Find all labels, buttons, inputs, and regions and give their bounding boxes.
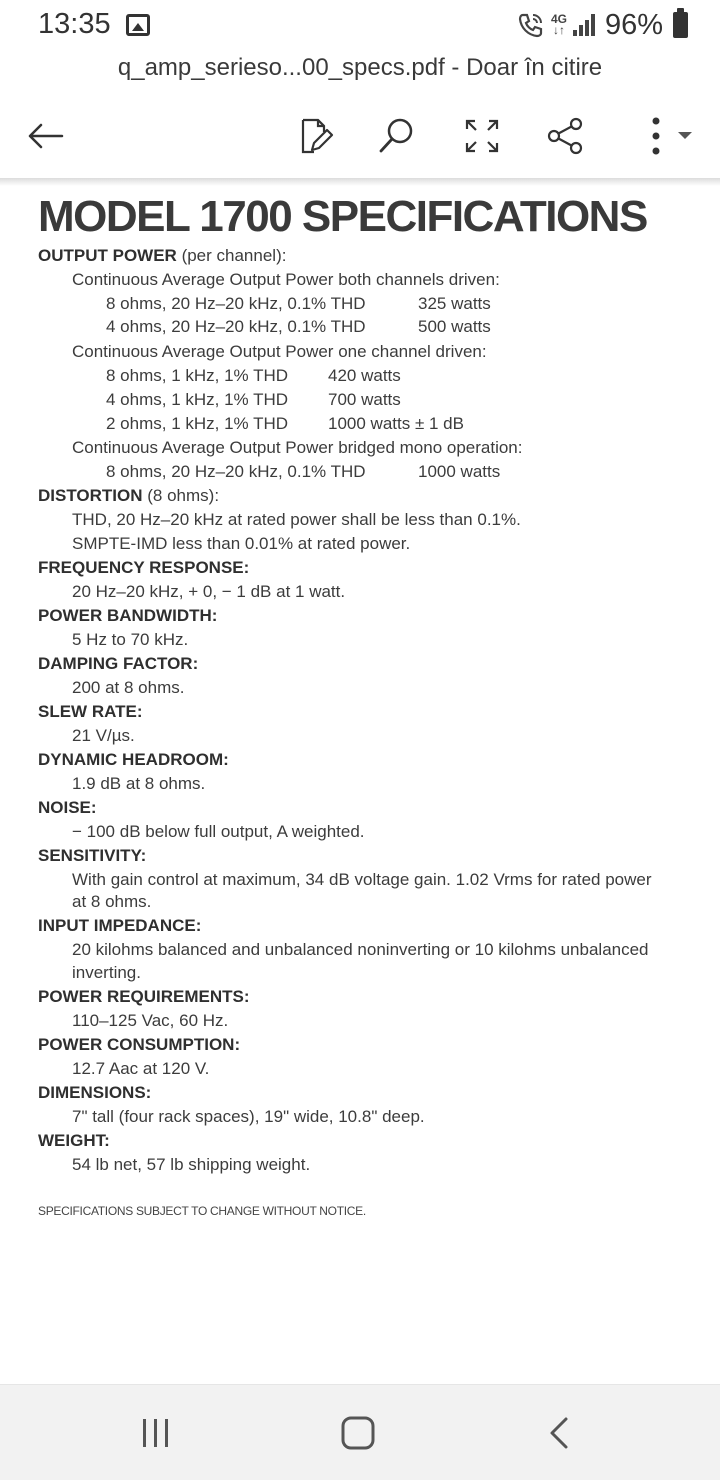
- spec-line: 21 V/µs.: [72, 726, 135, 745]
- spec-heading: SLEW RATE:: [38, 702, 143, 721]
- spec-heading: POWER REQUIREMENTS:: [38, 987, 250, 1006]
- search-button[interactable]: [366, 106, 426, 166]
- recent-apps-icon: [138, 1415, 174, 1451]
- spec-heading: NOISE:: [38, 798, 97, 817]
- spec-row-value: 1000 watts: [418, 462, 501, 481]
- spec-row-value: 325 watts: [418, 294, 491, 313]
- file-title: q_amp_serieso...00_specs.pdf - Doar în citire: [117, 54, 603, 81]
- spec-line: 5 Hz to 70 kHz.: [72, 630, 189, 649]
- status-bar: [0, 0, 720, 52]
- more-options-button[interactable]: [634, 106, 698, 166]
- spec-row-cond: 8 ohms, 20 Hz–20 kHz, 0.1% THD: [106, 294, 366, 313]
- spec-line: Continuous Average Output Power one channel driven:: [72, 342, 487, 361]
- spec-line: 1.9 dB at 8 ohms.: [72, 774, 206, 793]
- network-type: 4G: [550, 12, 567, 26]
- more-options-icon: [636, 116, 696, 156]
- edit-button[interactable]: [284, 106, 344, 166]
- spec-row-cond: 8 ohms, 1 kHz, 1% THD: [106, 366, 289, 385]
- spec-heading: INPUT IMPEDANCE:: [38, 916, 202, 935]
- signal-strength-icon: [573, 14, 595, 36]
- spec-row-value: 500 watts: [418, 317, 491, 336]
- edit-icon: [294, 116, 334, 156]
- data-arrows-icon: ↓↑: [552, 23, 565, 37]
- status-time: 13:35: [38, 8, 111, 40]
- spec-line: With gain control at maximum, 34 dB voltage gain. 1.02 Vrms for rated power: [72, 870, 652, 889]
- spec-line: 7" tall (four rack spaces), 19" wide, 10.8" deep.: [72, 1107, 425, 1126]
- spec-heading: DISTORTION: [38, 486, 143, 505]
- spec-line: SMPTE-IMD less than 0.01% at rated power.: [72, 534, 411, 553]
- spec-line: 110–125 Vac, 60 Hz.: [72, 1011, 229, 1030]
- spec-heading: DAMPING FACTOR:: [38, 654, 199, 673]
- battery-percent: 96%: [604, 8, 663, 41]
- fullscreen-icon: [464, 118, 500, 154]
- spec-heading: WEIGHT:: [38, 1131, 110, 1150]
- wifi-calling-icon: [517, 11, 545, 39]
- spec-row-value: 700 watts: [328, 390, 401, 409]
- fullscreen-button[interactable]: [452, 106, 512, 166]
- spec-heading: POWER CONSUMPTION:: [38, 1035, 241, 1054]
- home-button[interactable]: [328, 1403, 388, 1463]
- back-button[interactable]: [16, 106, 76, 166]
- home-icon: [338, 1413, 378, 1453]
- gallery-notification-icon: [126, 14, 150, 36]
- spec-line: − 100 dB below full output, A weighted.: [72, 822, 365, 841]
- nav-back-button[interactable]: [530, 1403, 590, 1463]
- toolbar-shadow: [0, 178, 720, 186]
- back-arrow-icon: [26, 121, 66, 151]
- spec-line: 20 kilohms balanced and unbalanced noninverting or 10 kilohms unbalanced: [72, 940, 649, 959]
- spec-qualifier: (per channel):: [176, 246, 287, 265]
- document-title: MODEL 1700 SPECIFICATIONS: [38, 192, 647, 241]
- spec-line: 12.7 Aac at 120 V.: [72, 1059, 210, 1078]
- toolbar: [0, 100, 720, 174]
- back-icon: [542, 1415, 578, 1451]
- spec-row-value: 420 watts: [328, 366, 401, 385]
- spec-row-value: 1000 watts ± 1 dB: [328, 414, 464, 433]
- spec-distortion-heading: [38, 486, 219, 506]
- spec-row-cond: 8 ohms, 20 Hz–20 kHz, 0.1% THD: [106, 462, 366, 481]
- spec-heading: DYNAMIC HEADROOM:: [38, 750, 229, 769]
- spec-line: Continuous Average Output Power bridged mono operation:: [72, 438, 523, 457]
- network-type-icon: [551, 14, 567, 36]
- pdf-page[interactable]: [0, 186, 720, 1382]
- spec-row-cond: 2 ohms, 1 kHz, 1% THD: [106, 414, 289, 433]
- spec-heading: POWER BANDWIDTH:: [38, 606, 218, 625]
- recent-apps-button[interactable]: [126, 1403, 186, 1463]
- spec-line: at 8 ohms.: [72, 892, 152, 911]
- spec-row-cond: 4 ohms, 20 Hz–20 kHz, 0.1% THD: [106, 317, 366, 336]
- share-button[interactable]: [536, 106, 596, 166]
- search-icon: [376, 116, 416, 156]
- status-indicators: [517, 8, 688, 42]
- spec-line: 200 at 8 ohms.: [72, 678, 185, 697]
- share-icon: [546, 116, 586, 156]
- battery-icon: [673, 12, 688, 38]
- spec-output-power-heading: [38, 246, 286, 266]
- spec-line: inverting.: [72, 963, 141, 982]
- navigation-bar: [0, 1384, 720, 1480]
- spec-line: THD, 20 Hz–20 kHz at rated power shall be less than 0.1%.: [72, 510, 521, 529]
- spec-qualifier: (8 ohms):: [142, 486, 220, 505]
- footnote: SPECIFICATIONS SUBJECT TO CHANGE WITHOUT NOTICE.: [38, 1204, 366, 1218]
- spec-line: 20 Hz–20 kHz, + 0, − 1 dB at 1 watt.: [72, 582, 346, 601]
- spec-heading: OUTPUT POWER: [38, 246, 177, 265]
- spec-row-cond: 4 ohms, 1 kHz, 1% THD: [106, 390, 289, 409]
- spec-heading: SENSITIVITY:: [38, 846, 147, 865]
- spec-heading: FREQUENCY RESPONSE:: [38, 558, 250, 577]
- spec-heading: DIMENSIONS:: [38, 1083, 152, 1102]
- spec-line: Continuous Average Output Power both channels driven:: [72, 270, 500, 289]
- spec-line: 54 lb net, 57 lb shipping weight.: [72, 1155, 311, 1174]
